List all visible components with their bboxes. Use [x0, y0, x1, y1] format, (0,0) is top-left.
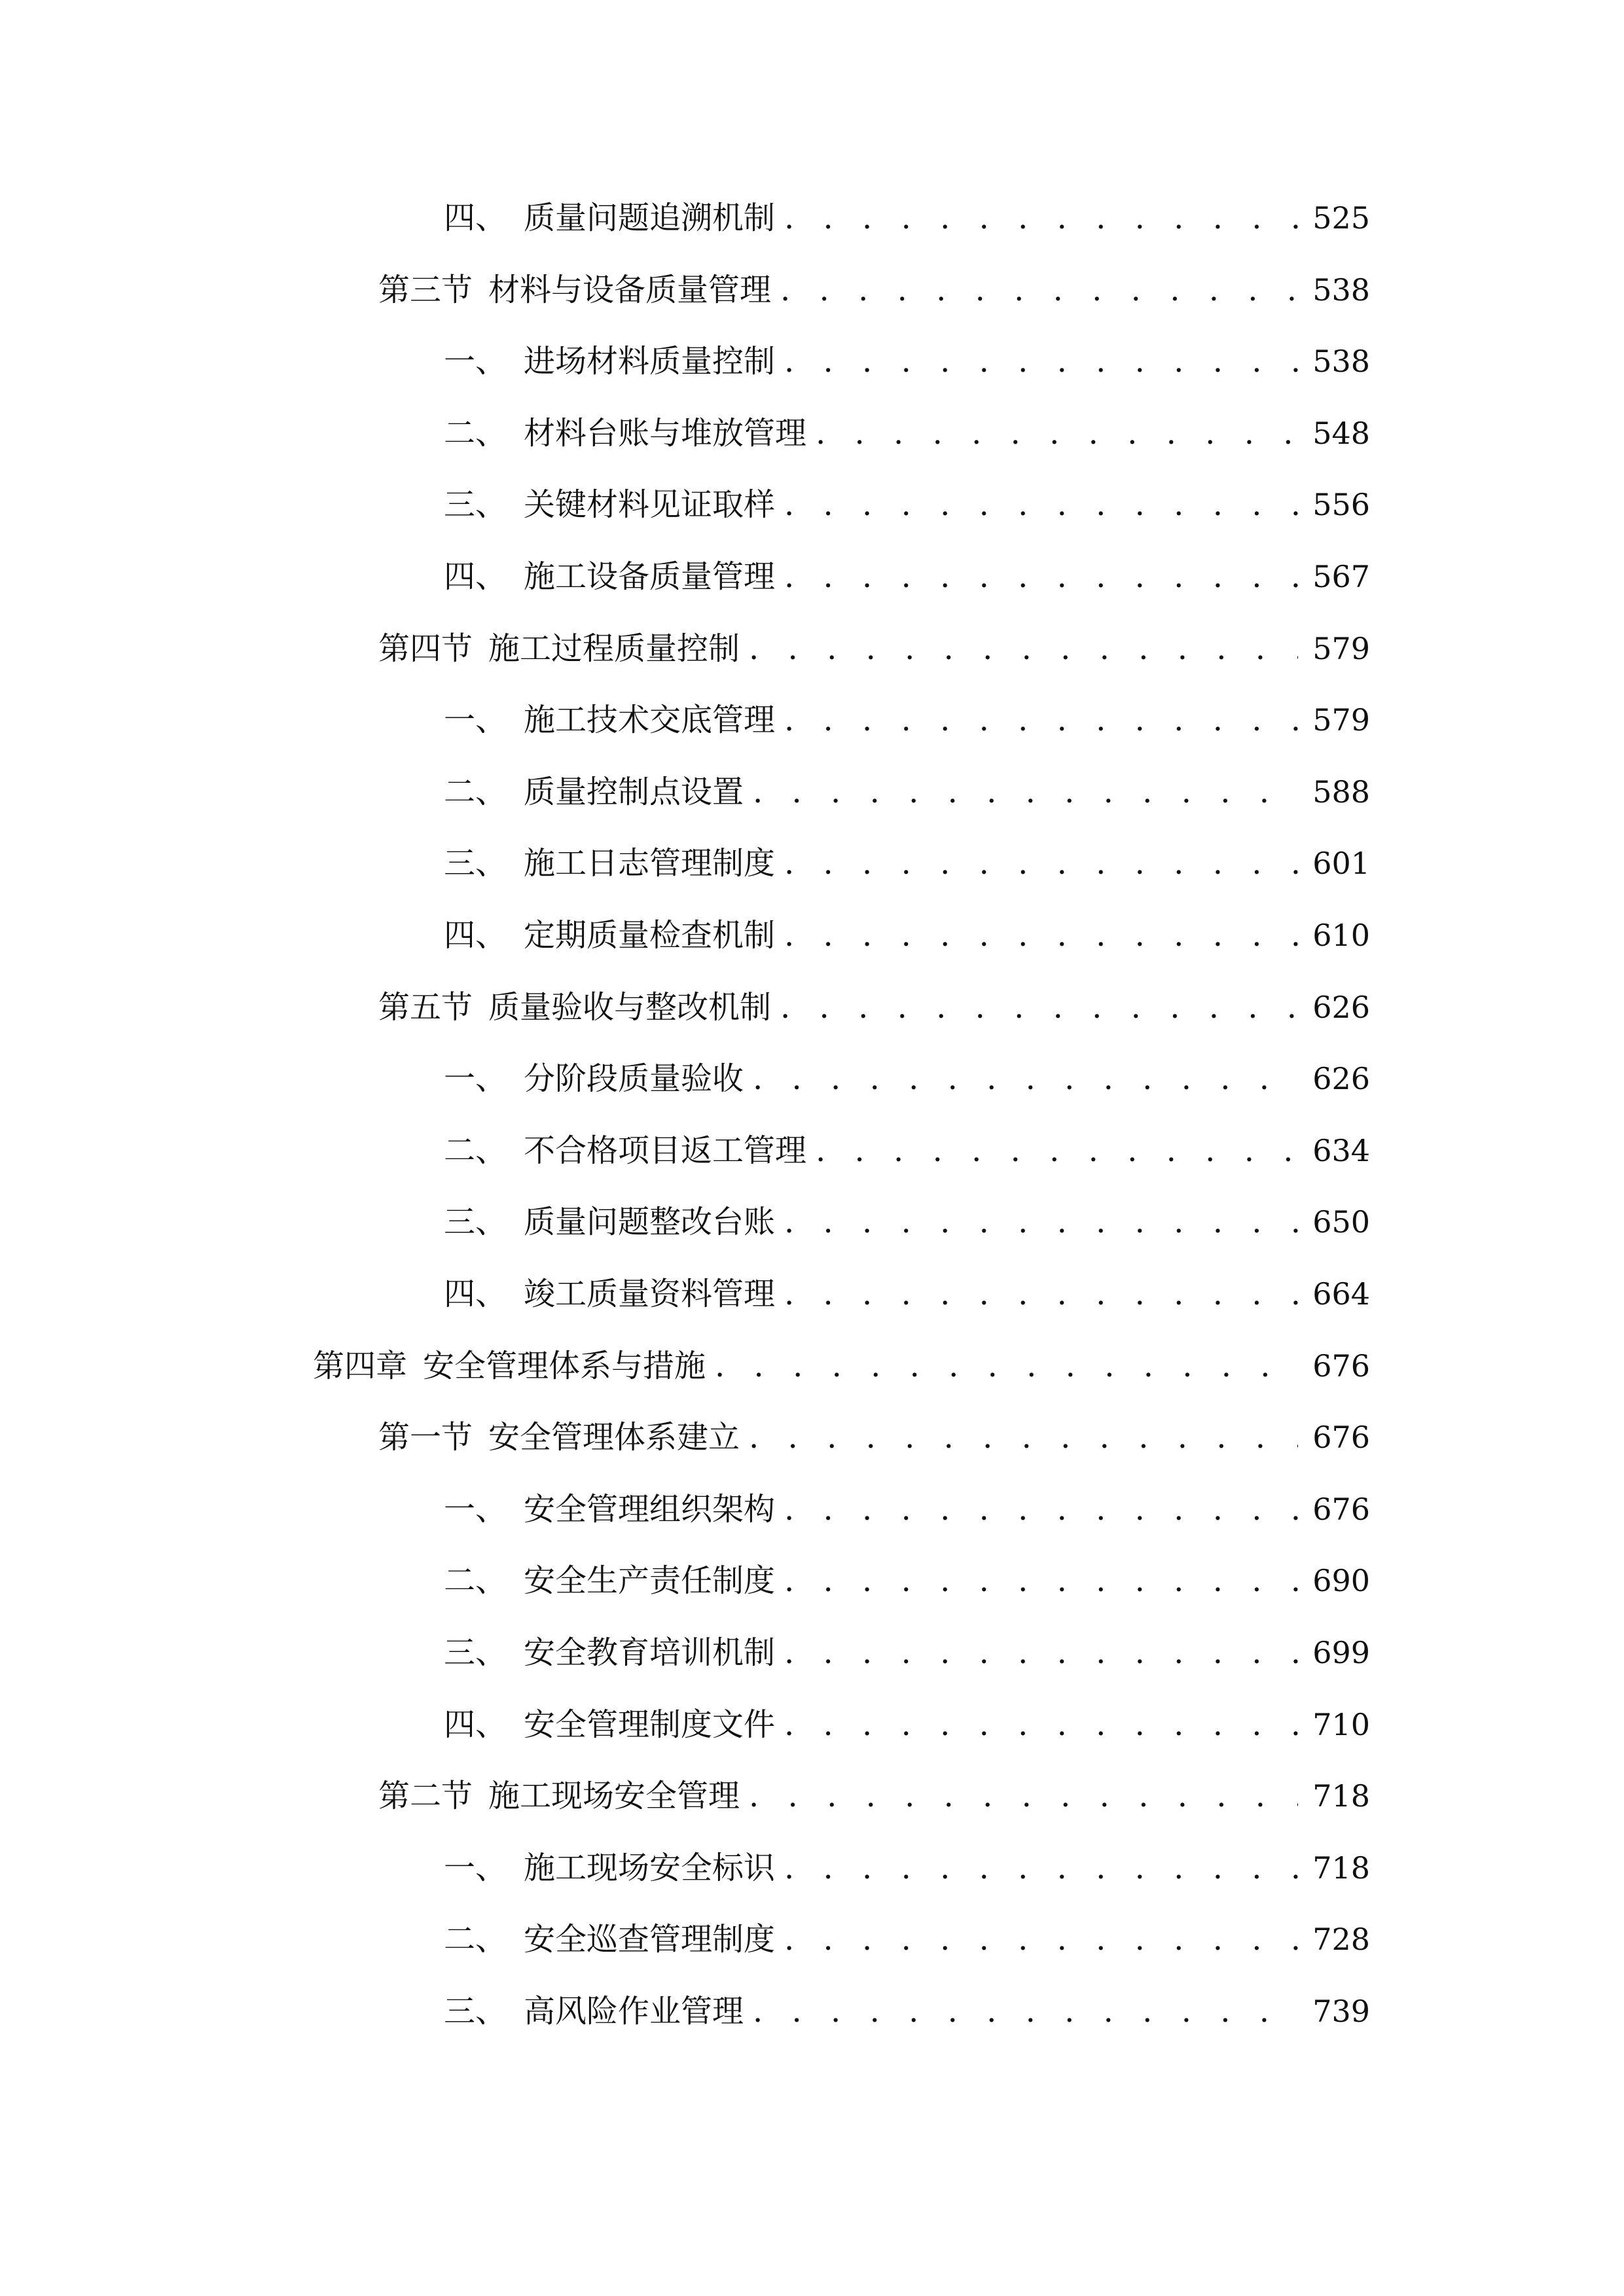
toc-dot-leader [816, 1124, 1298, 1177]
toc-dot-leader [784, 1483, 1298, 1535]
toc-entry-marker: 第五节 [378, 989, 473, 1026]
toc-entry[interactable] [444, 1554, 1370, 1607]
toc-entry-title: 竣工质量资料管理 [524, 1276, 776, 1312]
toc-dot-leader [749, 1770, 1298, 1822]
toc-entry-marker: 四、 [444, 1276, 507, 1312]
toc-entry-page-number: 710 [1312, 1707, 1370, 1742]
toc-entry-title: 安全管理体系建立 [488, 1419, 740, 1456]
toc-entry-title: 安全管理体系与措施 [423, 1348, 706, 1384]
toc-entry-marker: 四、 [444, 917, 507, 954]
toc-dot-leader [753, 1985, 1298, 2037]
toc-entry-marker: 第一节 [378, 1419, 473, 1456]
toc-entry-page-number: 718 [1312, 1850, 1370, 1886]
toc-entry-marker: 一、 [444, 343, 507, 380]
toc-entry-page-number: 538 [1312, 344, 1370, 379]
toc-entry-page-number: 718 [1312, 1778, 1370, 1814]
toc-entry-title: 施工设备质量管理 [524, 558, 776, 595]
toc-dot-leader [784, 1698, 1298, 1751]
toc-entry-page-number: 664 [1312, 1276, 1370, 1312]
toc-entry[interactable] [378, 622, 1370, 675]
toc-entry[interactable] [444, 1842, 1370, 1894]
toc-entry[interactable] [444, 1196, 1370, 1248]
toc-entry[interactable] [444, 550, 1370, 603]
toc-entry-title: 高风险作业管理 [524, 1993, 744, 2030]
toc-entry-marker: 二、 [444, 1562, 507, 1599]
toc-entry[interactable] [444, 192, 1370, 244]
toc-entry-title: 施工日志管理制度 [524, 845, 776, 882]
toc-dot-leader [784, 550, 1298, 603]
toc-entry[interactable] [444, 1985, 1370, 2037]
toc-entry[interactable] [444, 1268, 1370, 1320]
toc-entry-page-number: 579 [1312, 631, 1370, 666]
toc-dot-leader [715, 1340, 1298, 1392]
toc-dot-leader [753, 766, 1298, 818]
toc-dot-leader [780, 264, 1298, 316]
toc-dot-leader [784, 1626, 1298, 1679]
toc-entry-title: 安全管理组织架构 [524, 1491, 776, 1528]
toc-entry-page-number: 538 [1312, 272, 1370, 308]
toc-entry-marker: 二、 [444, 415, 507, 452]
toc-dot-leader [784, 192, 1298, 244]
toc-entry[interactable] [444, 335, 1370, 387]
toc-entry-marker: 第四章 [313, 1348, 408, 1384]
toc-dot-leader [784, 1268, 1298, 1320]
toc-dot-leader [816, 407, 1298, 459]
toc-dot-leader [749, 1411, 1298, 1463]
toc-entry-title: 安全巡查管理制度 [524, 1921, 776, 1958]
toc-entry-marker: 一、 [444, 1060, 507, 1097]
toc-entry[interactable] [444, 1626, 1370, 1679]
toc-entry-title: 施工现场安全标识 [524, 1850, 776, 1886]
toc-entry[interactable] [444, 1124, 1370, 1177]
toc-dot-leader [784, 478, 1298, 531]
toc-dot-leader [784, 909, 1298, 961]
toc-entry-page-number: 676 [1312, 1492, 1370, 1527]
toc-entry-marker: 三、 [444, 1204, 507, 1240]
toc-entry-marker: 三、 [444, 1993, 507, 2030]
toc-entry-page-number: 626 [1312, 1061, 1370, 1096]
toc-entry-title: 施工过程质量控制 [488, 630, 740, 667]
toc-entry-marker: 第三节 [378, 272, 473, 308]
toc-entry[interactable] [378, 981, 1370, 1033]
toc-entry-marker: 四、 [444, 558, 507, 595]
toc-entry-page-number: 567 [1312, 559, 1370, 594]
toc-entry-marker: 三、 [444, 486, 507, 523]
toc-entry-page-number: 634 [1312, 1133, 1370, 1168]
toc-entry-title: 施工技术交底管理 [524, 702, 776, 738]
toc-dot-leader [784, 1913, 1298, 1965]
toc-entry-title: 关键材料见证取样 [524, 486, 776, 523]
toc-entry-page-number: 699 [1312, 1635, 1370, 1670]
toc-dot-leader [753, 1052, 1298, 1105]
toc-entry-page-number: 579 [1312, 702, 1370, 738]
toc-entry[interactable] [444, 1483, 1370, 1535]
toc-entry-marker: 第四节 [378, 630, 473, 667]
toc-entry-title: 质量控制点设置 [524, 774, 744, 810]
toc-entry-title: 进场材料质量控制 [524, 343, 776, 380]
toc-entry-marker: 四、 [444, 1706, 507, 1743]
toc-dot-leader [784, 837, 1298, 889]
toc-entry-marker: 三、 [444, 1634, 507, 1671]
toc-dot-leader [784, 1842, 1298, 1894]
toc-entry-title: 质量验收与整改机制 [488, 989, 772, 1026]
toc-entry-title: 不合格项目返工管理 [524, 1132, 807, 1169]
toc-entry-title: 定期质量检查机制 [524, 917, 776, 954]
toc-entry-title: 安全生产责任制度 [524, 1562, 776, 1599]
toc-entry-page-number: 556 [1312, 487, 1370, 522]
toc-entry-title: 质量问题追溯机制 [524, 200, 776, 236]
toc-entry-page-number: 525 [1312, 200, 1370, 236]
toc-entry-page-number: 676 [1312, 1420, 1370, 1455]
toc-dot-leader [784, 335, 1298, 387]
toc-entry[interactable] [444, 766, 1370, 818]
toc-entry-marker: 第二节 [378, 1778, 473, 1814]
toc-dot-leader [784, 1196, 1298, 1248]
toc-entry[interactable] [444, 909, 1370, 961]
toc-entry-title: 安全管理制度文件 [524, 1706, 776, 1743]
toc-entry[interactable] [378, 1411, 1370, 1463]
toc-entry[interactable] [444, 478, 1370, 531]
toc-entry-page-number: 601 [1312, 846, 1370, 881]
toc-entry-marker: 一、 [444, 702, 507, 738]
toc-entry[interactable] [444, 1698, 1370, 1751]
toc-entry[interactable] [313, 1340, 1370, 1392]
toc-entry-page-number: 739 [1312, 1994, 1370, 2029]
toc-entry[interactable] [378, 1770, 1370, 1822]
toc-entry[interactable] [378, 264, 1370, 316]
toc-entry-page-number: 690 [1312, 1563, 1370, 1598]
toc-entry-page-number: 626 [1312, 990, 1370, 1025]
toc-entry-marker: 二、 [444, 1921, 507, 1958]
toc-entry[interactable] [444, 837, 1370, 889]
toc-entry-page-number: 610 [1312, 918, 1370, 953]
toc-entry-page-number: 588 [1312, 774, 1370, 810]
toc-entry[interactable] [444, 1913, 1370, 1965]
toc-entry-page-number: 728 [1312, 1922, 1370, 1957]
toc-entry-marker: 一、 [444, 1850, 507, 1886]
toc-entry-page-number: 548 [1312, 416, 1370, 451]
toc-entry-title: 材料与设备质量管理 [488, 272, 772, 308]
toc-entry-title: 安全教育培训机制 [524, 1634, 776, 1671]
toc-entry-title: 施工现场安全管理 [488, 1778, 740, 1814]
toc-dot-leader [749, 622, 1298, 675]
toc-entry-marker: 四、 [444, 200, 507, 236]
toc-entry[interactable] [444, 1052, 1370, 1105]
toc-entry-marker: 一、 [444, 1491, 507, 1528]
toc-entry-title: 分阶段质量验收 [524, 1060, 744, 1097]
toc-entry[interactable] [444, 694, 1370, 746]
toc-entry-title: 材料台账与堆放管理 [524, 415, 807, 452]
toc-entry-title: 质量问题整改台账 [524, 1204, 776, 1240]
toc-entry-marker: 二、 [444, 774, 507, 810]
toc-entry-marker: 二、 [444, 1132, 507, 1169]
toc-entry-page-number: 650 [1312, 1204, 1370, 1240]
toc-dot-leader [784, 1554, 1298, 1607]
toc-entry-page-number: 676 [1312, 1348, 1370, 1384]
toc-dot-leader [784, 694, 1298, 746]
toc-dot-leader [780, 981, 1298, 1033]
toc-entry-marker: 三、 [444, 845, 507, 882]
toc-entry[interactable] [444, 407, 1370, 459]
